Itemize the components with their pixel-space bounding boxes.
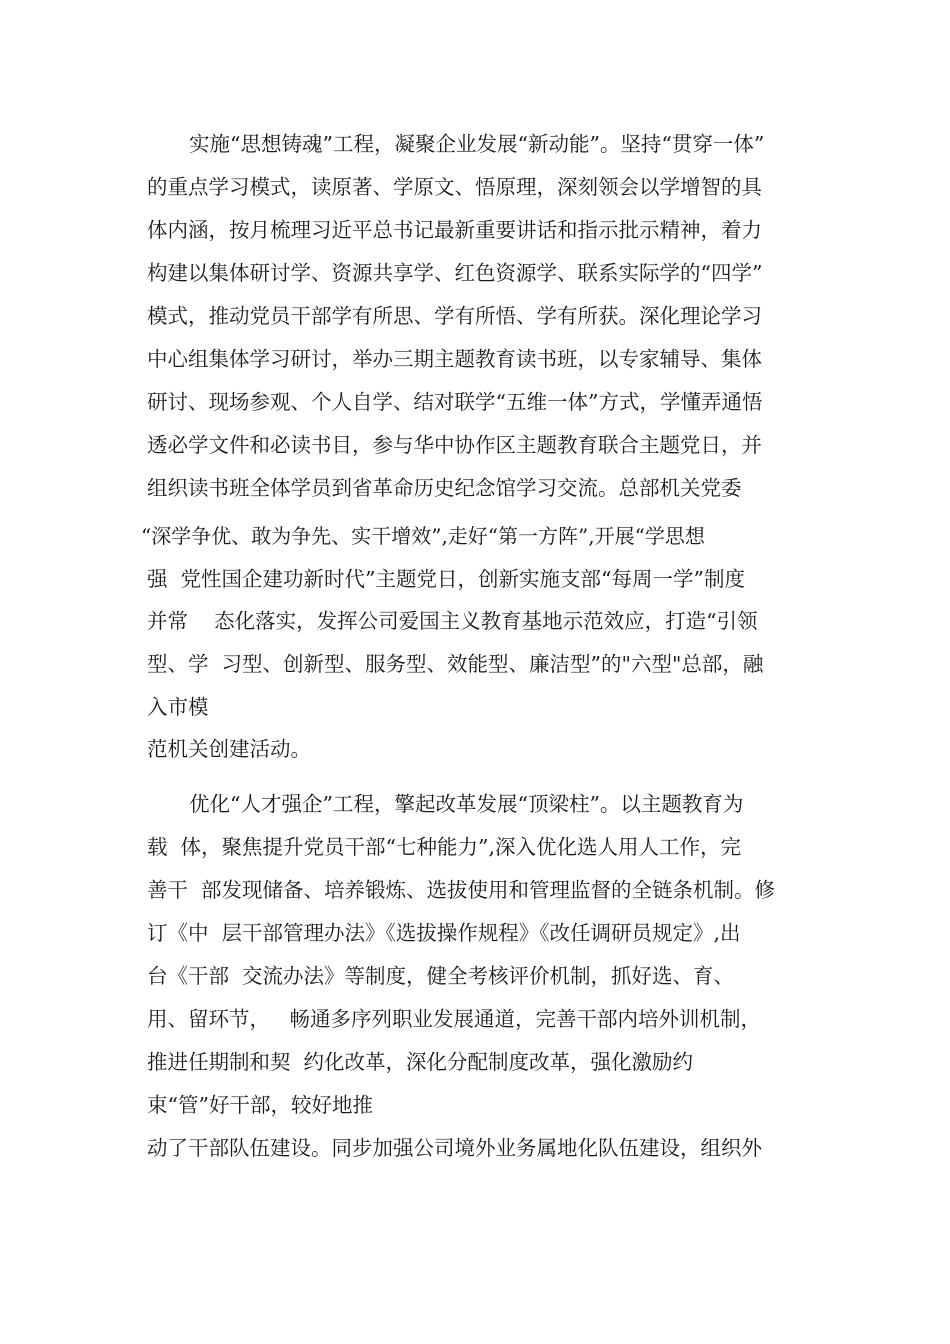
paragraph-line: 载 体，聚焦提升党员干部“七种能力”,深入优化选人用人工作，完 bbox=[147, 835, 742, 859]
paragraph-line: 推进任期制和契 约化改革，深化分配制度改革，强化激励约 bbox=[147, 1050, 694, 1074]
paragraph-line: 构建以集体研讨学、资源共享学、红色资源学、联系实际学的“四学” bbox=[147, 261, 763, 285]
paragraph-line: 研讨、现场参观、个人自学、结对联学“五维一体”方式，学懂弄通悟 bbox=[147, 390, 763, 414]
paragraph-line: 台《干部 交流办法》等制度，健全考核评价机制，抓好选、育、 bbox=[147, 964, 735, 988]
paragraph-line: 入市模 bbox=[147, 695, 209, 719]
paragraph-line: 并常 态化落实，发挥公司爱国主义教育基地示范效应，打造“引领 bbox=[147, 609, 758, 633]
paragraph-line: 用、留环节， 畅通多序列职业发展通道，完善干部内培外训机制， bbox=[147, 1007, 762, 1031]
paragraph-line: “深学争优、敢为争先、实干增效”,走好“第一方阵”,开展“学思想 bbox=[141, 524, 705, 548]
paragraph-line: 范机关创建活动。 bbox=[147, 737, 311, 761]
paragraph-line: 强 党性国企建功新时代”主题党日，创新实施支部“每周一学”制度 bbox=[147, 567, 745, 591]
paragraph-line: 订《中 层干部管理办法》《选拔操作规程》《改任调研员规定》,出 bbox=[147, 921, 741, 945]
paragraph-line: 动了干部队伍建设。同步加强公司境外业务属地化队伍建设，组织外 bbox=[147, 1136, 762, 1160]
paragraph-line: 实施“思想铸魂”工程，凝聚企业发展“新动能”。坚持“贯穿一体” bbox=[189, 132, 765, 156]
paragraph-line: 优化“人才强企”工程，擎起改革发展“顶梁柱”。以主题教育为 bbox=[189, 792, 744, 816]
paragraph-line: 善干 部发现储备、培养锻炼、选拔使用和管理监督的全链条机制。修 bbox=[147, 878, 776, 902]
paragraph-line: 型、学 习型、创新型、服务型、效能型、廉洁型”的"六型"总部，融 bbox=[147, 652, 764, 676]
paragraph-line: 中心组集体学习研讨，举办三期主题教育读书班，以专家辅导、集体 bbox=[147, 347, 762, 371]
paragraph-line: 透必学文件和必读书目，参与华中协作区主题教育联合主题党日，并 bbox=[147, 433, 762, 457]
paragraph-line: 模式，推动党员干部学有所思、学有所悟、学有所获。深化理论学习 bbox=[147, 304, 762, 328]
paragraph-line: 组织读书班全体学员到省革命历史纪念馆学习交流。总部机关党委 bbox=[147, 476, 742, 500]
paragraph-line: 体内涵，按月梳理习近平总书记最新重要讲话和指示批示精神，着力 bbox=[147, 218, 762, 242]
paragraph-line: 束“管”好干部，较好地推 bbox=[147, 1093, 373, 1117]
paragraph-line: 的重点学习模式，读原著、学原文、悟原理，深刻领会以学增智的具 bbox=[147, 175, 762, 199]
